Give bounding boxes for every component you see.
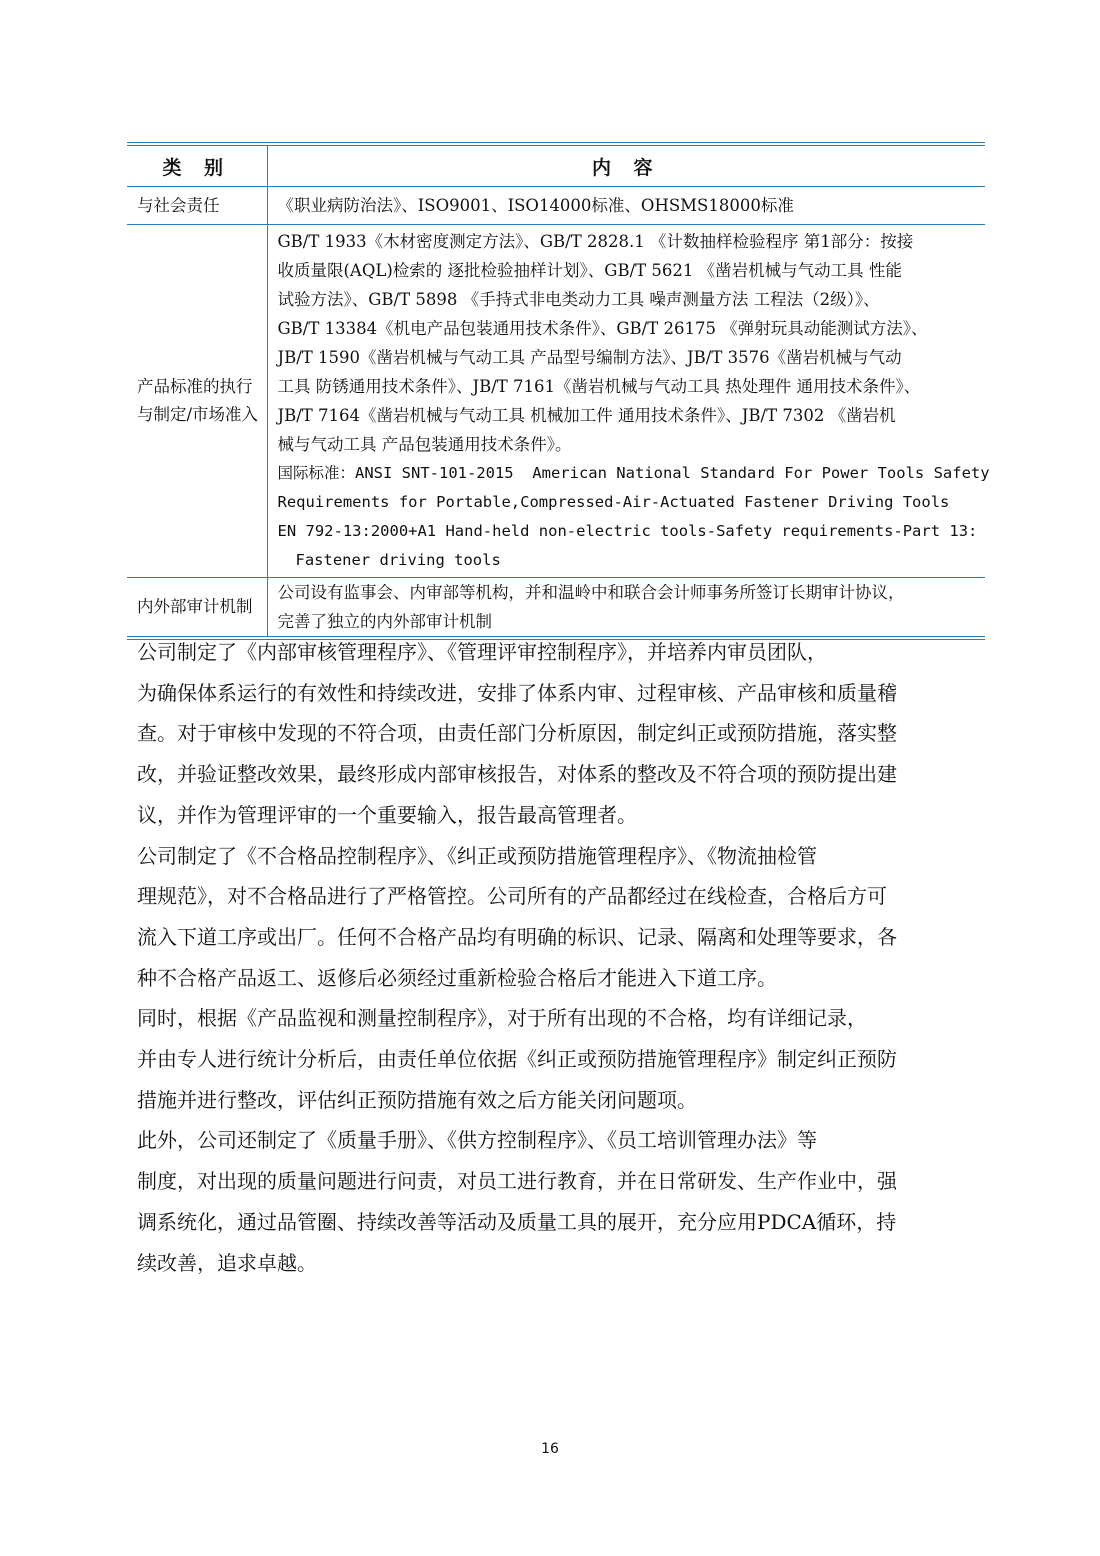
content-line: JB/T 7164《凿岩机械与气动工具 机械加工件 通用技术条件》、JB/T 7302 《凿岩机 <box>277 406 896 425</box>
content-line: JB/T 1590《凿岩机械与气动工具 产品型号编制方法》、JB/T 3576《凿岩机械与气动 <box>277 348 902 367</box>
text-line: 查。对于审核中发现的不符合项，由责任部门分析原因，制定纠正或预防措施，落实整 <box>137 721 897 746</box>
content-line: 完善了独立的内外部审计机制 <box>277 612 492 631</box>
text-line: 公司制定了《不合格品控制程序》、《纠正或预防措施管理程序》、《物流抽检管 <box>137 843 817 868</box>
text-line: 制度，对出现的质量问题进行问责，对员工进行教育，并在日常研发、生产作业中，强 <box>137 1169 897 1194</box>
intl-standard-line: Fastener driving tools <box>295 551 501 569</box>
row-category: 产品标准的执行与制定/市场准入 <box>127 225 267 578</box>
text-line: 理规范》，对不合格品进行了严格管控。公司所有的产品都经过在线检查，合格后方可 <box>137 884 887 909</box>
header-category: 类 别 <box>127 144 267 187</box>
text-line: 调系统化，通过品管圈、持续改善等活动及质量工具的展开，充分应用PDCA循环，持 <box>137 1209 897 1234</box>
row-content <box>267 187 985 225</box>
content-line: 《职业病防治法》、ISO9001、ISO14000标准、OHSMS18000标准 <box>277 196 794 215</box>
text-line: 此外，公司还制定了《质量手册》、《供方控制程序》、《员工培训管理办法》等 <box>137 1128 817 1153</box>
text-line: 续改善，追求卓越。 <box>137 1250 317 1275</box>
intl-standard-line: 国际标准：ANSI SNT-101-2015 American National Standard For Power Tools Safety <box>277 464 990 482</box>
content-line: GB/T 1933《木材密度测定方法》、GB/T 2828.1 《计数抽样检验程序 第1部分：按接 <box>277 232 914 251</box>
row-category: 内外部审计机制 <box>127 578 267 639</box>
text-line: 为确保体系运行的有效性和持续改进，安排了体系内审、过程审核、产品审核和质量稽 <box>137 680 897 705</box>
text-line: 措施并进行整改，评估纠正预防措施有效之后方能关闭问题项。 <box>137 1087 697 1112</box>
text-line: 种不合格产品返工、返修后必须经过重新检验合格后才能进入下道工序。 <box>137 965 777 990</box>
text-line: 同时，根据《产品监视和测量控制程序》，对于所有出现的不合格，均有详细记录， <box>137 1006 867 1031</box>
body-text <box>137 632 977 1283</box>
standards-table <box>127 142 990 640</box>
table-row <box>127 187 985 225</box>
text-line: 并由专人进行统计分析后，由责任单位依据《纠正或预防措施管理程序》制定纠正预防 <box>137 1047 897 1072</box>
text-line: 改，并验证整改效果，最终形成内部审核报告，对体系的整改及不符合项的预防提出建 <box>137 762 897 787</box>
content-line: 公司设有监事会、内审部等机构，并和温岭中和联合会计师事务所签订长期审计协议， <box>277 583 905 602</box>
table-row <box>127 578 985 639</box>
intl-standard-line: Requirements for Portable,Compressed-Air-Actuated Fastener Driving Tools <box>277 493 950 511</box>
page-number: 16 <box>541 1441 559 1457</box>
content-line: 收质量限(AQL)检索的 逐批检验抽样计划》、GB/T 5621 《凿岩机械与气动工具 性能 <box>277 261 902 280</box>
text-line: 流入下道工序或出厂。任何不合格产品均有明确的标识、记录、隔离和处理等要求，各 <box>137 924 897 949</box>
content-line: 工具 防锈通用技术条件》、JB/T 7161《凿岩机械与气动工具 热处理件 通用技术条件》、 <box>277 377 921 396</box>
content-line: 械与气动工具 产品包装通用技术条件》。 <box>277 435 572 454</box>
table-row <box>127 225 985 578</box>
content-line: 试验方法》、GB/T 5898 《手持式非电类动力工具 噪声测量方法 工程法（2级）》、 <box>277 290 880 309</box>
content-line: GB/T 13384《机电产品包装通用技术条件》、GB/T 26175 《弹射玩具动能测试方法》、 <box>277 319 928 338</box>
text-line: 公司制定了《内部审核管理程序》、《管理评审控制程序》，并培养内审员团队， <box>137 640 827 664</box>
row-category: 与社会责任 <box>127 187 267 225</box>
text-line: 议，并作为管理评审的一个重要输入，报告最高管理者。 <box>137 802 637 827</box>
header-content: 内 容 <box>267 144 985 187</box>
row-content <box>267 225 990 578</box>
row-content <box>267 578 985 639</box>
intl-standard-line: EN 792-13:2000+A1 Hand-held non-electric tools-Safety requirements-Part 13: <box>277 522 978 540</box>
table-header-row <box>127 144 985 187</box>
